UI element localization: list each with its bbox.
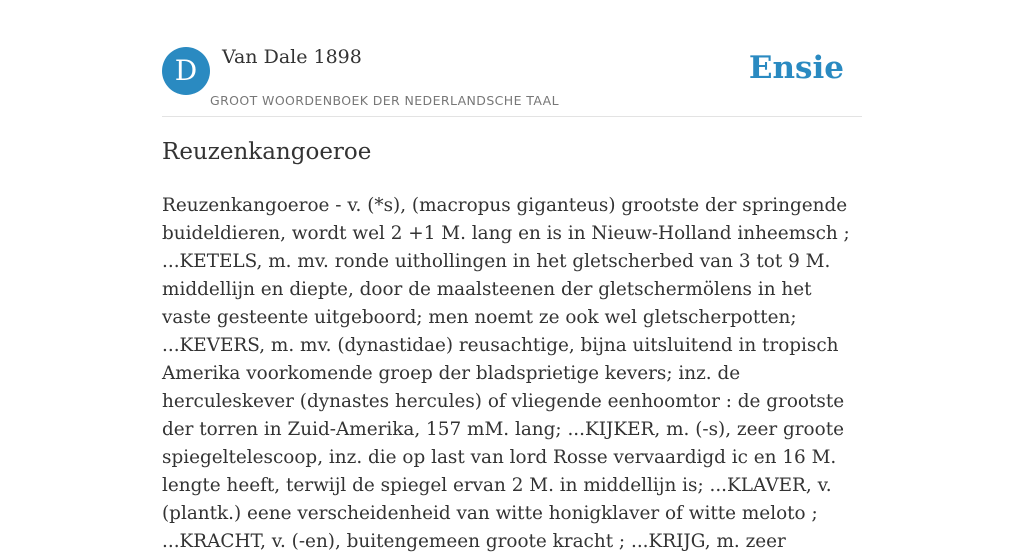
source-header [162, 44, 862, 117]
entry-definition: Reuzenkangoeroe - v. (*s), (macropus giganteus) grootste der springende buideldieren, wordt wel 2 +1 M. lang en is in Nieuw-Holland inheemsch ; ...KETELS, m. mv. ronde uithollingen in het gletscherbed van 3 tot 9 M. middellijn en diepte, door de maalsteenen der gletschermölens in het vaste gesteente uitgeboord; men noemt ze ook wel gletscherpotten; ...KEVERS, m. mv. (dynastidae) reusachtige, bijna uitsluitend in tropisch Amerika voorkomende groep der bladsprietige kevers; inz. de herculeskever (dynastes hercules) of vliegende eenhoomtor : de grootste der torren in Zuid-Amerika, 157 mM. lang; ...KIJKER, m. (-s), zeer groote spiegeltelescoop, inz. die op last van lord Rosse vervaardigd ic en 16 M. lengte heeft, terwijl de spiegel ervan 2 M. in middellijn is; ...KLAVER, v. (plantk.) eene verscheidenheid van witte honigklaver of witte meloto ; ...KRACHT, v. (-en), buitengemeen groote kracht ; ...KRIJG, m. zeer [162, 195, 850, 552]
source-subtitle: GROOT WOORDENBOEK DER NEDERLANDSCHE TAAL [210, 93, 559, 108]
dictionary-logo-icon[interactable]: D [162, 47, 210, 95]
entry-title: Reuzenkangoeroe [162, 139, 372, 165]
source-title[interactable]: Van Dale 1898 [222, 46, 362, 68]
brand-logo[interactable]: Ensie [748, 50, 844, 86]
